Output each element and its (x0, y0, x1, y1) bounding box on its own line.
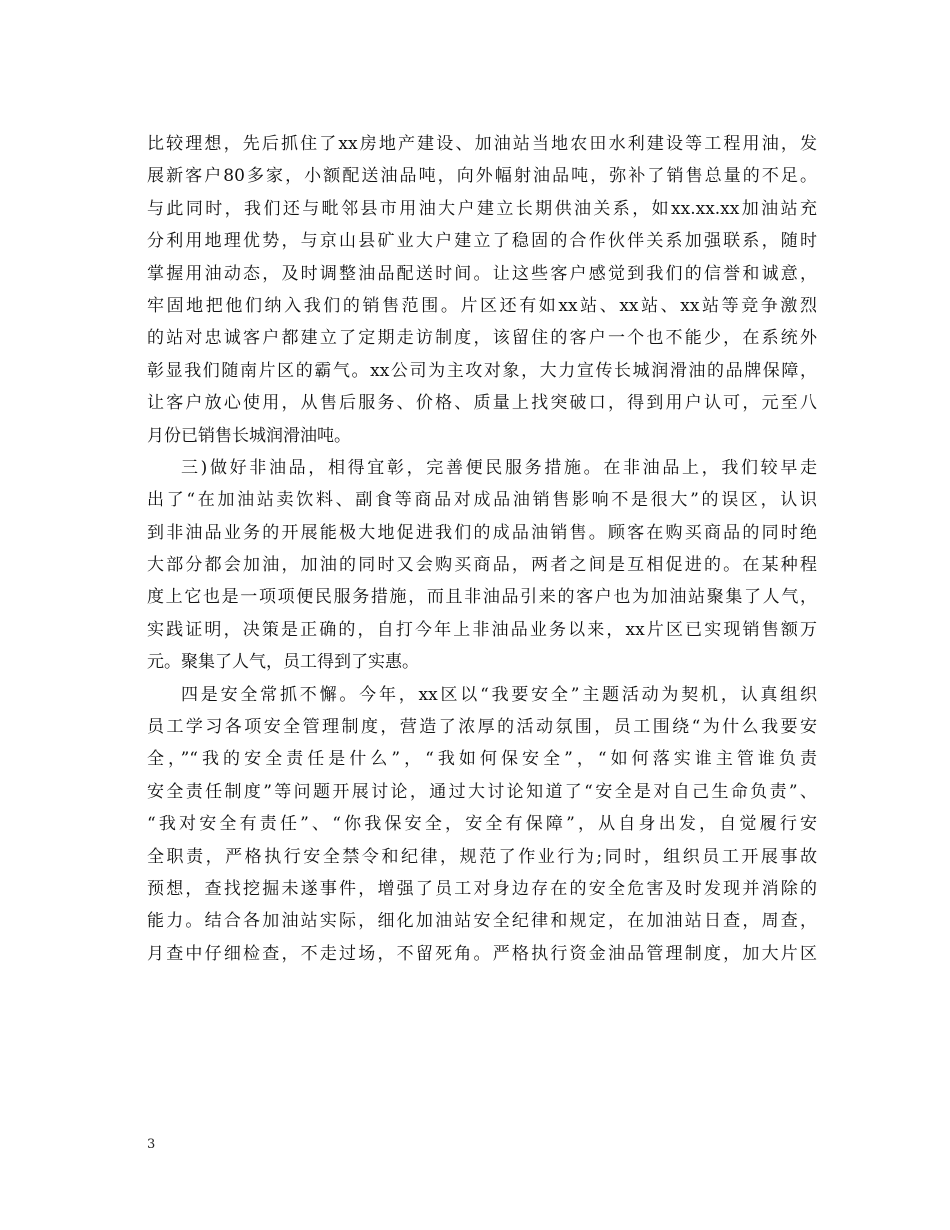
text-line: 预想，查找挖掘未遂事件，增强了员工对身边存在的安全危害及时发现并消除的 (147, 878, 817, 899)
page-number: 3 (147, 1137, 156, 1152)
text-line: 出了“在加油站卖饮料、副食等商品对成品油销售影响不是很大”的误区，认识 (147, 490, 817, 511)
text-line: 员工学习各项安全管理制度，营造了浓厚的活动氛围，员工围绕“为什么我要安 (147, 717, 817, 738)
document-body (147, 128, 817, 970)
text-line: 全职责，严格执行安全禁令和纪律，规范了作业行为;同时，组织员工开展事故 (147, 846, 817, 867)
text-line: 月查中仔细检查，不走过场，不留死角。严格执行资金油品管理制度，加大片区 (147, 943, 817, 964)
text-line: 大部分都会加油，加油的同时又会购买商品，两者之间是互相促进的。在某种程 (147, 555, 817, 576)
text-line: 能力。结合各加油站实际，细化加油站安全纪律和规定，在加油站日查，周查， (147, 911, 817, 932)
text-line: 实践证明，决策是正确的，自打今年上非油品业务以来，xx片区已实现销售额万 (147, 619, 817, 640)
paragraph-start-line: 三)做好非油品，相得宜彰，完善便民服务措施。在非油品上，我们较早走 (181, 457, 817, 478)
text-line: “我对安全有责任”、“你我保安全，安全有保障”，从自身出发，自觉履行安 (147, 814, 817, 835)
text-line: 牢固地把他们纳入我们的销售范围。片区还有如xx站、xx站、xx站等竞争激烈 (147, 295, 817, 316)
paragraph-start-line: 四是安全常抓不懈。今年，xx区以“我要安全”主题活动为契机，认真组织 (181, 684, 817, 705)
text-line: 彰显我们随南片区的霸气。xx公司为主攻对象，大力宣传长城润滑油的品牌保障， (147, 360, 817, 381)
text-line: 与此同时，我们还与毗邻县市用油大户建立长期供油关系，如xx.xx.xx加油站充 (147, 198, 817, 219)
text-line: 全，”“我的安全责任是什么”，“我如何保安全”，“如何落实谁主管谁负责 (147, 749, 817, 770)
text-line: 比较理想，先后抓住了xx房地产建设、加油站当地农田水利建设等工程用油，发 (147, 134, 817, 154)
text-line: 让客户放心使用，从售后服务、价格、质量上找突破口，得到用户认可，元至八 (147, 393, 817, 414)
text-line: 月份已销售长城润滑油吨。 (147, 425, 351, 446)
text-line: 分利用地理优势，与京山县矿业大户建立了稳固的合作伙伴关系加强联系，随时 (147, 231, 817, 252)
text-line: 展新客户80多家，小额配送油品吨，向外幅射油品吨，弥补了销售总量的不足。 (147, 166, 817, 187)
text-line: 到非油品业务的开展能极大地促进我们的成品油销售。顾客在购买商品的同时绝 (147, 522, 817, 543)
text-line: 度上它也是一项项便民服务措施，而且非油品引来的客户也为加油站聚集了人气， (147, 587, 817, 608)
text-line: 元。聚集了人气，员工得到了实惠。 (147, 652, 419, 673)
text-line: 的站对忠诚客户都建立了定期走访制度，该留住的客户一个也不能少，在系统外 (147, 328, 817, 349)
text-line: 安全责任制度”等问题开展讨论，通过大讨论知道了“安全是对自己生命负责”、 (147, 781, 817, 802)
text-line: 掌握用油动态，及时调整油品配送时间。让这些客户感觉到我们的信誉和诚意， (147, 263, 817, 284)
